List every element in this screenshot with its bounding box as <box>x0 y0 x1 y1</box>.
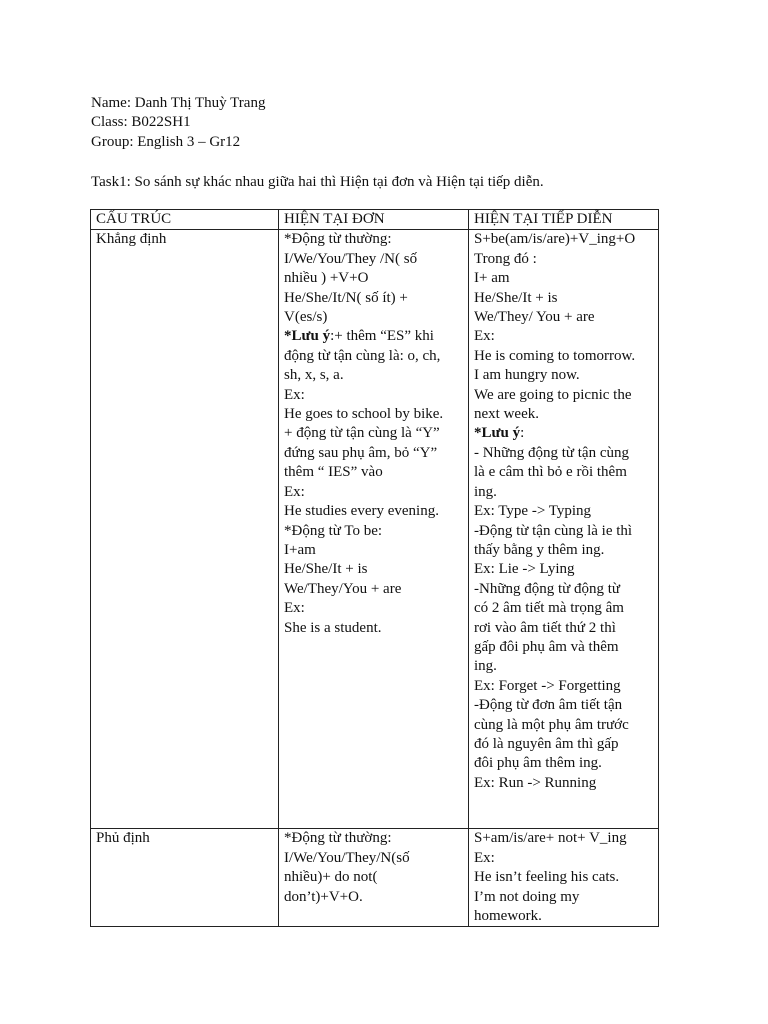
task-title: Task1: So sánh sự khác nhau giữa hai thì Hiện tại đơn và Hiện tại tiếp diễn. <box>91 174 544 190</box>
cell-line: We/They/You + are <box>284 580 402 597</box>
table-row-negative <box>91 829 659 927</box>
cell-line: S+am/is/are+ not+ V_ing <box>474 830 627 847</box>
negative-continuous-cell <box>469 829 659 927</box>
cell-line: V(es/s) <box>284 309 328 326</box>
cell-line: + động từ tận cùng là “Y” <box>284 425 440 442</box>
cell-line: Ex: Type -> Typing <box>474 503 592 520</box>
cell-line: He/She/It/N( số ít) + <box>284 289 408 306</box>
cell-line: He isn’t feeling his cats. <box>474 869 620 886</box>
cell-line: ing. <box>474 483 497 500</box>
cell-line: đứng sau phụ âm, bỏ “Y” <box>284 444 438 461</box>
cell-line: Ex: <box>474 328 495 345</box>
cell-line: I’m not doing my <box>474 888 580 905</box>
cell-line: I/We/You/They /N( số <box>284 250 418 267</box>
affirmative-continuous-cell <box>469 230 659 829</box>
cell-line: next week. <box>474 406 539 423</box>
cell-line: Ex: Run -> Running <box>474 774 597 791</box>
cell-line: *Lưu ý: <box>474 425 525 442</box>
cell-line: *Động từ To be: <box>284 522 383 539</box>
cell-line: She is a student. <box>284 619 382 636</box>
cell-line: cùng là một phụ âm trước <box>474 716 629 733</box>
cell-line: He goes to school by bike. <box>284 406 444 423</box>
column-header-present-simple: HIỆN TẠI ĐƠN <box>279 210 469 230</box>
cell-line: là e câm thì bỏ e rồi thêm <box>474 464 627 481</box>
cell-line: don’t)+V+O. <box>284 888 363 905</box>
row-label-affirmative: Khẳng định <box>91 230 279 829</box>
table-row-affirmative <box>91 230 659 829</box>
cell-line: thấy bằng y thêm ing. <box>474 541 605 558</box>
row-label-negative: Phủ định <box>91 829 279 927</box>
cell-line: ing. <box>474 658 497 675</box>
student-info <box>91 94 265 152</box>
cell-line: *Động từ thường: <box>284 231 392 248</box>
cell-line: Ex: Forget -> Forgetting <box>474 677 621 694</box>
cell-line: -Động từ tận cùng là ie thì <box>474 522 633 539</box>
cell-line: He is coming to tomorrow. <box>474 347 636 364</box>
cell-line: sh, x, s, a. <box>284 367 344 384</box>
affirmative-simple-cell <box>279 230 469 829</box>
cell-line: -Những động từ động từ <box>474 580 621 597</box>
cell-line: rơi vào âm tiết thứ 2 thì <box>474 619 616 636</box>
cell-line: *Động từ thường: <box>284 830 392 847</box>
cell-line: gấp đôi phụ âm và thêm <box>474 638 619 655</box>
cell-line: nhiều ) +V+O <box>284 270 369 287</box>
cell-line: Trong đó : <box>474 250 537 267</box>
cell-line: He/She/It + is <box>474 289 558 306</box>
student-class: Class: B022SH1 <box>91 114 191 131</box>
table-header-row <box>91 210 659 230</box>
cell-line: có 2 âm tiết mà trọng âm <box>474 600 624 617</box>
cell-line: S+be(am/is/are)+V_ing+O <box>474 231 636 248</box>
cell-line: We are going to picnic the <box>474 386 632 403</box>
negative-simple-cell <box>279 829 469 927</box>
cell-line: đó là nguyên âm thì gấp <box>474 735 619 752</box>
cell-line: Ex: <box>284 386 305 403</box>
cell-line: homework. <box>474 908 542 925</box>
cell-line: Ex: <box>474 849 495 866</box>
cell-line: thêm “ IES” vào <box>284 464 383 481</box>
student-group: Group: English 3 – Gr12 <box>91 133 241 150</box>
cell-line: I/We/You/They/N(số <box>284 849 410 866</box>
cell-line: Ex: <box>284 600 305 617</box>
cell-line: -Động từ đơn âm tiết tận <box>474 697 623 714</box>
cell-line: - Những động từ tận cùng <box>474 444 629 461</box>
cell-line: I+ am <box>474 270 510 287</box>
comparison-table <box>90 209 659 927</box>
cell-line: I am hungry now. <box>474 367 580 384</box>
cell-line: I+am <box>284 541 316 558</box>
cell-line: Ex: <box>284 483 305 500</box>
column-header-present-continuous: HIỆN TẠI TIẾP DIỄN <box>469 210 659 230</box>
cell-line: He/She/It + is <box>284 561 368 578</box>
cell-line: He studies every evening. <box>284 503 439 520</box>
column-header-structure: CẤU TRÚC <box>91 210 279 230</box>
cell-line: đôi phụ âm thêm ing. <box>474 755 602 772</box>
cell-line: động từ tận cùng là: o, ch, <box>284 347 441 364</box>
cell-line: nhiều)+ do not( <box>284 869 378 886</box>
cell-line: *Lưu ý:+ thêm “ES” khi <box>284 328 434 345</box>
cell-line: Ex: Lie -> Lying <box>474 561 575 578</box>
student-name: Name: Danh Thị Thuỳ Trang <box>91 95 266 111</box>
cell-line: We/They/ You + are <box>474 309 595 326</box>
